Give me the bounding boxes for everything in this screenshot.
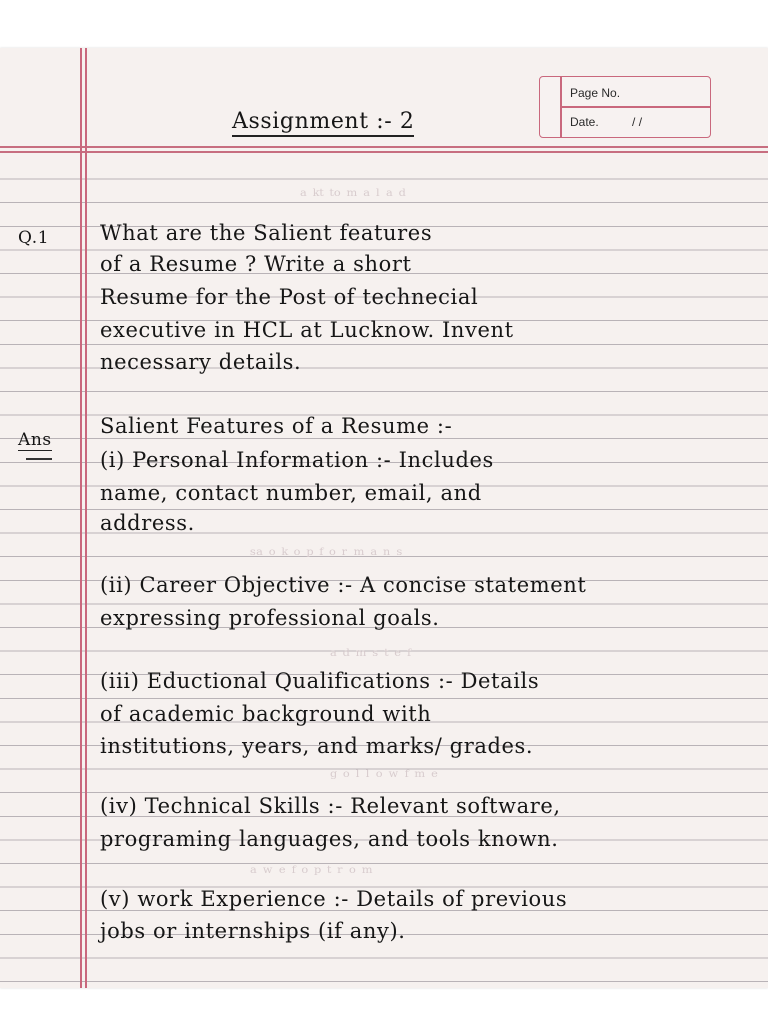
answer-heading: Salient Features of a Resume :- xyxy=(100,414,453,438)
answer-line: expressing professional goals. xyxy=(100,606,440,630)
page-number-box xyxy=(539,76,711,138)
page-no-label: Page No. xyxy=(570,86,621,100)
question-line: executive in HCL at Lucknow. Invent xyxy=(100,318,514,342)
question-line: necessary details. xyxy=(100,350,302,374)
header-rule-bottom xyxy=(0,151,768,153)
assignment-title: Assignment :- 2 xyxy=(232,109,414,137)
margin-line-left xyxy=(80,48,82,988)
question-line: Resume for the Post of technecial xyxy=(100,285,479,309)
answer-label-underline xyxy=(26,458,52,460)
answer-line: (v) work Experience :- Details of previous xyxy=(100,887,568,911)
date-value: / / xyxy=(632,115,643,129)
bleed-through-text: ᵃ ᵈ ᵐ ˢ ᵗ ᵉ ᶠ xyxy=(330,646,411,667)
bleed-through-text: ᵃ ᵏᵗ ᵗᵒ ᵐ ᵃ ˡ ᵃ ᵈ xyxy=(300,186,406,207)
answer-label: Ans xyxy=(18,430,52,450)
answer-line: address. xyxy=(100,511,195,535)
question-label: Q.1 xyxy=(18,228,50,248)
answer-line: (i) Personal Information :- Includes xyxy=(100,448,494,472)
question-line: What are the Salient features xyxy=(100,221,433,245)
date-label: Date. / / xyxy=(570,115,643,129)
answer-line: (ii) Career Objective :- A concise statement xyxy=(100,573,587,597)
bleed-through-text: ᵍ ᵒ ˡ ˡ ᵒ ʷ ᶠ ᵐ ᵉ xyxy=(330,767,439,788)
question-line: of a Resume ? Write a short xyxy=(100,252,412,276)
answer-line: (iii) Eductional Qualifications :- Details xyxy=(100,669,540,693)
answer-line: institutions, years, and marks/ grades. xyxy=(100,734,534,758)
page-box-divider-horizontal xyxy=(560,106,710,108)
answer-line: programing languages, and tools known. xyxy=(100,827,559,851)
margin-line-right xyxy=(85,48,87,988)
answer-line: of academic background with xyxy=(100,702,432,726)
header-rule-top xyxy=(0,146,768,148)
answer-line: (iv) Technical Skills :- Relevant software, xyxy=(100,794,561,818)
answer-line: name, contact number, email, and xyxy=(100,481,482,505)
bleed-through-text: ˢᵃ ᵒ ᵏ ᵒ ᵖ ᶠ ᵒ ʳ ᵐ ᵃ ⁿ ˢ xyxy=(250,545,403,566)
answer-line: jobs or internships (if any). xyxy=(100,919,406,943)
bleed-through-text: ᵃ ʷ ᵉ ᶠ ᵒ ᵖ ᵗ ʳ ᵒ ᵐ xyxy=(250,863,373,884)
